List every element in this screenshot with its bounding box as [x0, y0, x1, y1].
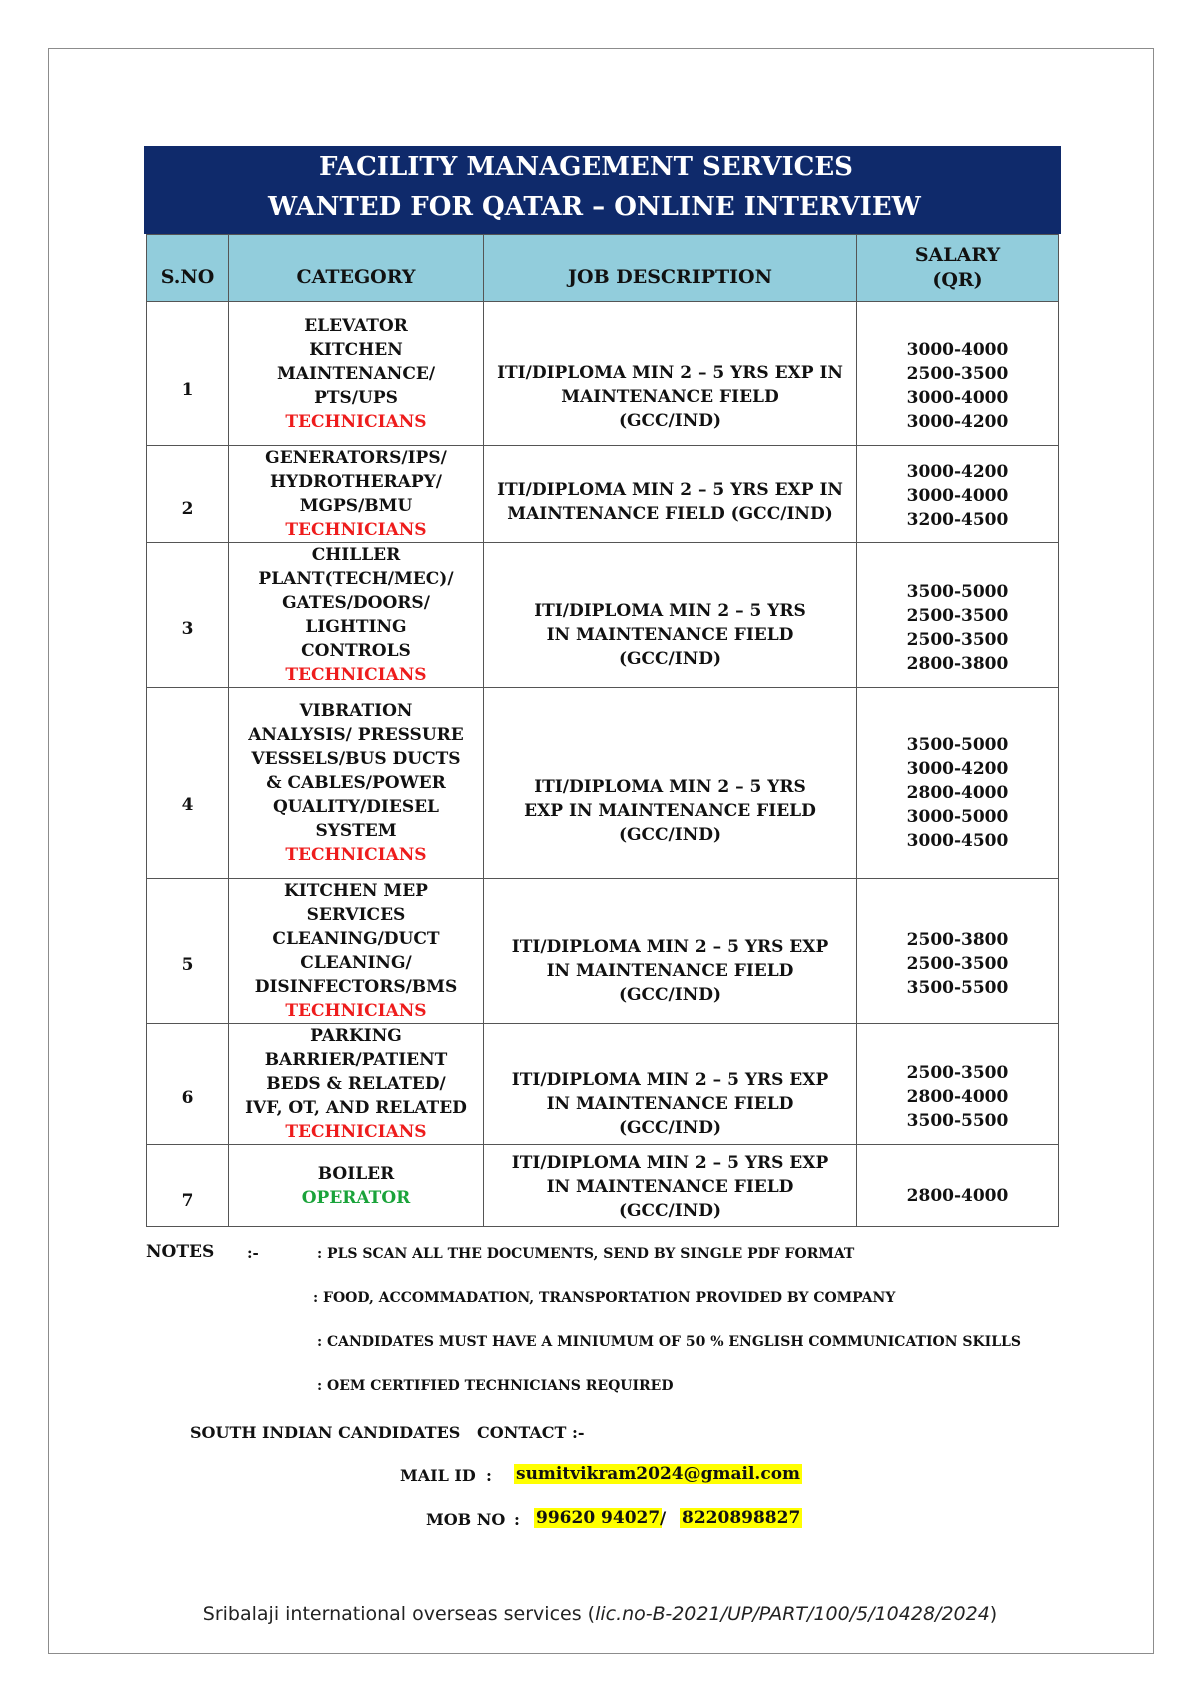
category-line: ANALYSIS/ PRESSURE — [248, 725, 464, 745]
mail-label: MAIL ID — [400, 1466, 476, 1485]
role-label: TECHNICIANS — [285, 665, 427, 685]
salary-cell — [857, 879, 1059, 1024]
row-number: 7 — [147, 1145, 229, 1227]
column-header-description: JOB DESCRIPTION — [484, 235, 857, 302]
salary-cell — [857, 543, 1059, 688]
note-item: : FOOD, ACCOMMADATION, TRANSPORTATION PROVIDED BY COMPANY — [313, 1290, 896, 1306]
note-item: : PLS SCAN ALL THE DOCUMENTS, SEND BY SINGLE PDF FORMAT — [317, 1246, 855, 1262]
description-cell — [484, 688, 857, 879]
table-row — [147, 1145, 1059, 1227]
note-item: : OEM CERTIFIED TECHNICIANS REQUIRED — [317, 1378, 674, 1394]
description-cell — [484, 446, 857, 543]
description-line: MAINTENANCE FIELD (GCC/IND) — [507, 504, 833, 524]
category-cell — [229, 879, 484, 1024]
description-line: IN MAINTENANCE FIELD — [546, 1176, 794, 1197]
category-line: BEDS & RELATED/ — [266, 1074, 446, 1094]
mobile-number-1[interactable]: 99620 94027 — [536, 1508, 661, 1528]
row-number: 2 — [147, 446, 229, 543]
salary-range: 3500-5000 — [906, 582, 1009, 602]
note-item: : CANDIDATES MUST HAVE A MINIUMUM OF 50 % ENGLISH COMMUNICATION SKILLS — [317, 1334, 1021, 1350]
salary-cell — [857, 1145, 1059, 1227]
category-cell — [229, 1024, 484, 1145]
salary-range: 3500-5500 — [906, 978, 1009, 998]
category-line: VESSELS/BUS DUCTS — [251, 749, 461, 769]
role-label: TECHNICIANS — [285, 1122, 427, 1142]
category-line: GENERATORS/IPS/ — [265, 448, 447, 468]
salary-header-line-2: (QR) — [932, 269, 983, 291]
salary-range: 3000-4000 — [906, 339, 1009, 360]
role-label: TECHNICIANS — [285, 520, 427, 540]
salary-range: 2800-4000 — [906, 1087, 1009, 1107]
salary-cell — [857, 688, 1059, 879]
category-cell — [229, 302, 484, 446]
description-line: ITI/DIPLOMA MIN 2 – 5 YRS EXP IN — [497, 362, 843, 383]
role-label: TECHNICIANS — [285, 1001, 427, 1021]
salary-range: 3000-4200 — [906, 411, 1009, 432]
salary-range: 3200-4500 — [906, 510, 1009, 530]
description-cell — [484, 1145, 857, 1227]
description-cell — [484, 543, 857, 688]
table-row — [147, 879, 1059, 1024]
salary-header-line-1: SALARY — [914, 244, 1001, 266]
category-line: IVF, OT, AND RELATED — [245, 1098, 467, 1118]
description-line: IN MAINTENANCE FIELD — [546, 961, 794, 981]
mobile-separator: : — [514, 1510, 520, 1529]
row-number: 4 — [147, 688, 229, 879]
contact-heading: SOUTH INDIAN CANDIDATES CONTACT :- — [190, 1423, 585, 1442]
category-line: PTS/UPS — [314, 387, 398, 408]
description-line: (GCC/IND) — [618, 1118, 722, 1138]
email-link[interactable]: sumitvikram2024@gmail.com — [516, 1464, 801, 1484]
salary-range: 3500-5500 — [906, 1111, 1009, 1131]
salary-range: 2500-3800 — [906, 930, 1009, 950]
row-number: 5 — [147, 879, 229, 1024]
salary-range: 2800-4000 — [906, 783, 1009, 803]
category-line: CLEANING/DUCT — [272, 929, 440, 949]
footer-license-line — [0, 1603, 1200, 1625]
role-label: TECHNICIANS — [285, 845, 427, 865]
table-row — [147, 446, 1059, 543]
salary-range: 3000-5000 — [906, 807, 1009, 827]
salary-range: 2800-3800 — [906, 654, 1009, 674]
salary-range: 3000-4200 — [906, 759, 1009, 779]
salary-range: 2500-3500 — [906, 630, 1009, 650]
category-line: PLANT(TECH/MEC)/ — [258, 569, 454, 589]
description-cell — [484, 302, 857, 446]
description-line: (GCC/IND) — [618, 825, 722, 845]
description-line: ITI/DIPLOMA MIN 2 – 5 YRS — [534, 601, 806, 621]
role-label: TECHNICIANS — [285, 411, 427, 432]
mobile-divider: / — [660, 1509, 667, 1529]
category-line: HYDROTHERAPY/ — [270, 472, 442, 492]
mobile-label: MOB NO — [426, 1510, 506, 1529]
column-header-sno: S.NO — [147, 235, 229, 302]
description-line: (GCC/IND) — [618, 1200, 722, 1221]
description-line: IN MAINTENANCE FIELD — [546, 1094, 794, 1114]
description-line: IN MAINTENANCE FIELD — [546, 625, 794, 645]
category-line: VIBRATION — [299, 701, 413, 721]
category-line: KITCHEN — [309, 339, 403, 360]
category-line: SYSTEM — [315, 821, 397, 841]
description-line: (GCC/IND) — [618, 649, 722, 669]
category-line: QUALITY/DIESEL — [272, 797, 440, 817]
description-line: ITI/DIPLOMA MIN 2 – 5 YRS EXP — [511, 1152, 829, 1173]
category-line: & CABLES/POWER — [266, 773, 446, 793]
jobs-table-body — [147, 302, 1059, 1227]
title-banner — [144, 146, 1061, 234]
salary-range: 2500-3500 — [906, 606, 1009, 626]
category-line: SERVICES — [306, 905, 406, 925]
salary-range: 3000-4000 — [906, 387, 1009, 408]
role-label: OPERATOR — [301, 1187, 411, 1208]
mail-separator: : — [486, 1466, 492, 1485]
category-cell — [229, 1145, 484, 1227]
mobile-number-2[interactable]: 8220898827 — [682, 1508, 801, 1528]
category-cell — [229, 446, 484, 543]
salary-range: 2500-3500 — [906, 954, 1009, 974]
description-line: MAINTENANCE FIELD — [561, 386, 779, 407]
description-line: (GCC/IND) — [618, 985, 722, 1005]
description-line: ITI/DIPLOMA MIN 2 – 5 YRS EXP — [511, 1070, 829, 1090]
salary-cell — [857, 446, 1059, 543]
category-line: LIGHTING — [305, 617, 407, 637]
category-line: MAINTENANCE/ — [276, 363, 436, 384]
row-number: 3 — [147, 543, 229, 688]
table-row — [147, 1024, 1059, 1145]
description-line: ITI/DIPLOMA MIN 2 – 5 YRS EXP IN — [497, 480, 843, 500]
category-line: DISINFECTORS/BMS — [254, 977, 458, 997]
row-number: 6 — [147, 1024, 229, 1145]
column-header-category: CATEGORY — [229, 235, 484, 302]
title-line-2: WANTED FOR QATAR – ONLINE INTERVIEW — [268, 192, 921, 222]
description-cell — [484, 879, 857, 1024]
title-line-1: FACILITY MANAGEMENT SERVICES — [319, 152, 853, 182]
category-cell — [229, 543, 484, 688]
category-line: CONTROLS — [301, 641, 411, 661]
category-line: PARKING — [310, 1026, 402, 1046]
description-line: (GCC/IND) — [618, 410, 722, 431]
category-line: GATES/DOORS/ — [282, 593, 430, 613]
notes-separator: :- — [247, 1244, 259, 1262]
salary-range: 2500-3500 — [906, 363, 1009, 384]
footer-company: Sribalaji international overseas services ( — [202, 1603, 596, 1625]
salary-range: 2500-3500 — [906, 1063, 1009, 1083]
description-line: EXP IN MAINTENANCE FIELD — [524, 801, 816, 821]
salary-cell — [857, 302, 1059, 446]
jobs-table-header — [147, 235, 1059, 302]
description-line: ITI/DIPLOMA MIN 2 – 5 YRS EXP — [511, 937, 829, 957]
salary-range: 3500-5000 — [906, 735, 1009, 755]
salary-range: 2800-4000 — [906, 1185, 1009, 1206]
category-line: CLEANING/ — [300, 953, 412, 973]
category-line: CHILLER — [311, 545, 401, 565]
salary-range: 3000-4500 — [906, 831, 1009, 851]
salary-cell — [857, 1024, 1059, 1145]
jobs-table — [146, 234, 1059, 1227]
description-line: ITI/DIPLOMA MIN 2 – 5 YRS — [534, 777, 806, 797]
notes-label: NOTES — [146, 1242, 215, 1262]
column-header-salary — [857, 235, 1059, 302]
category-cell — [229, 688, 484, 879]
salary-range: 3000-4200 — [906, 462, 1009, 482]
footer-license-number: lic.no-B-2021/UP/PART/100/5/10428/2024 — [595, 1603, 990, 1625]
table-row — [147, 688, 1059, 879]
category-line: ELEVATOR — [304, 315, 408, 336]
salary-range: 3000-4000 — [906, 486, 1009, 506]
category-line: KITCHEN MEP — [284, 881, 428, 901]
table-row — [147, 543, 1059, 688]
row-number: 1 — [147, 302, 229, 446]
category-line: MGPS/BMU — [299, 496, 413, 516]
footer-close: ) — [989, 1603, 998, 1625]
table-row — [147, 302, 1059, 446]
category-line: BARRIER/PATIENT — [264, 1050, 448, 1070]
category-line: BOILER — [317, 1163, 395, 1184]
description-cell — [484, 1024, 857, 1145]
